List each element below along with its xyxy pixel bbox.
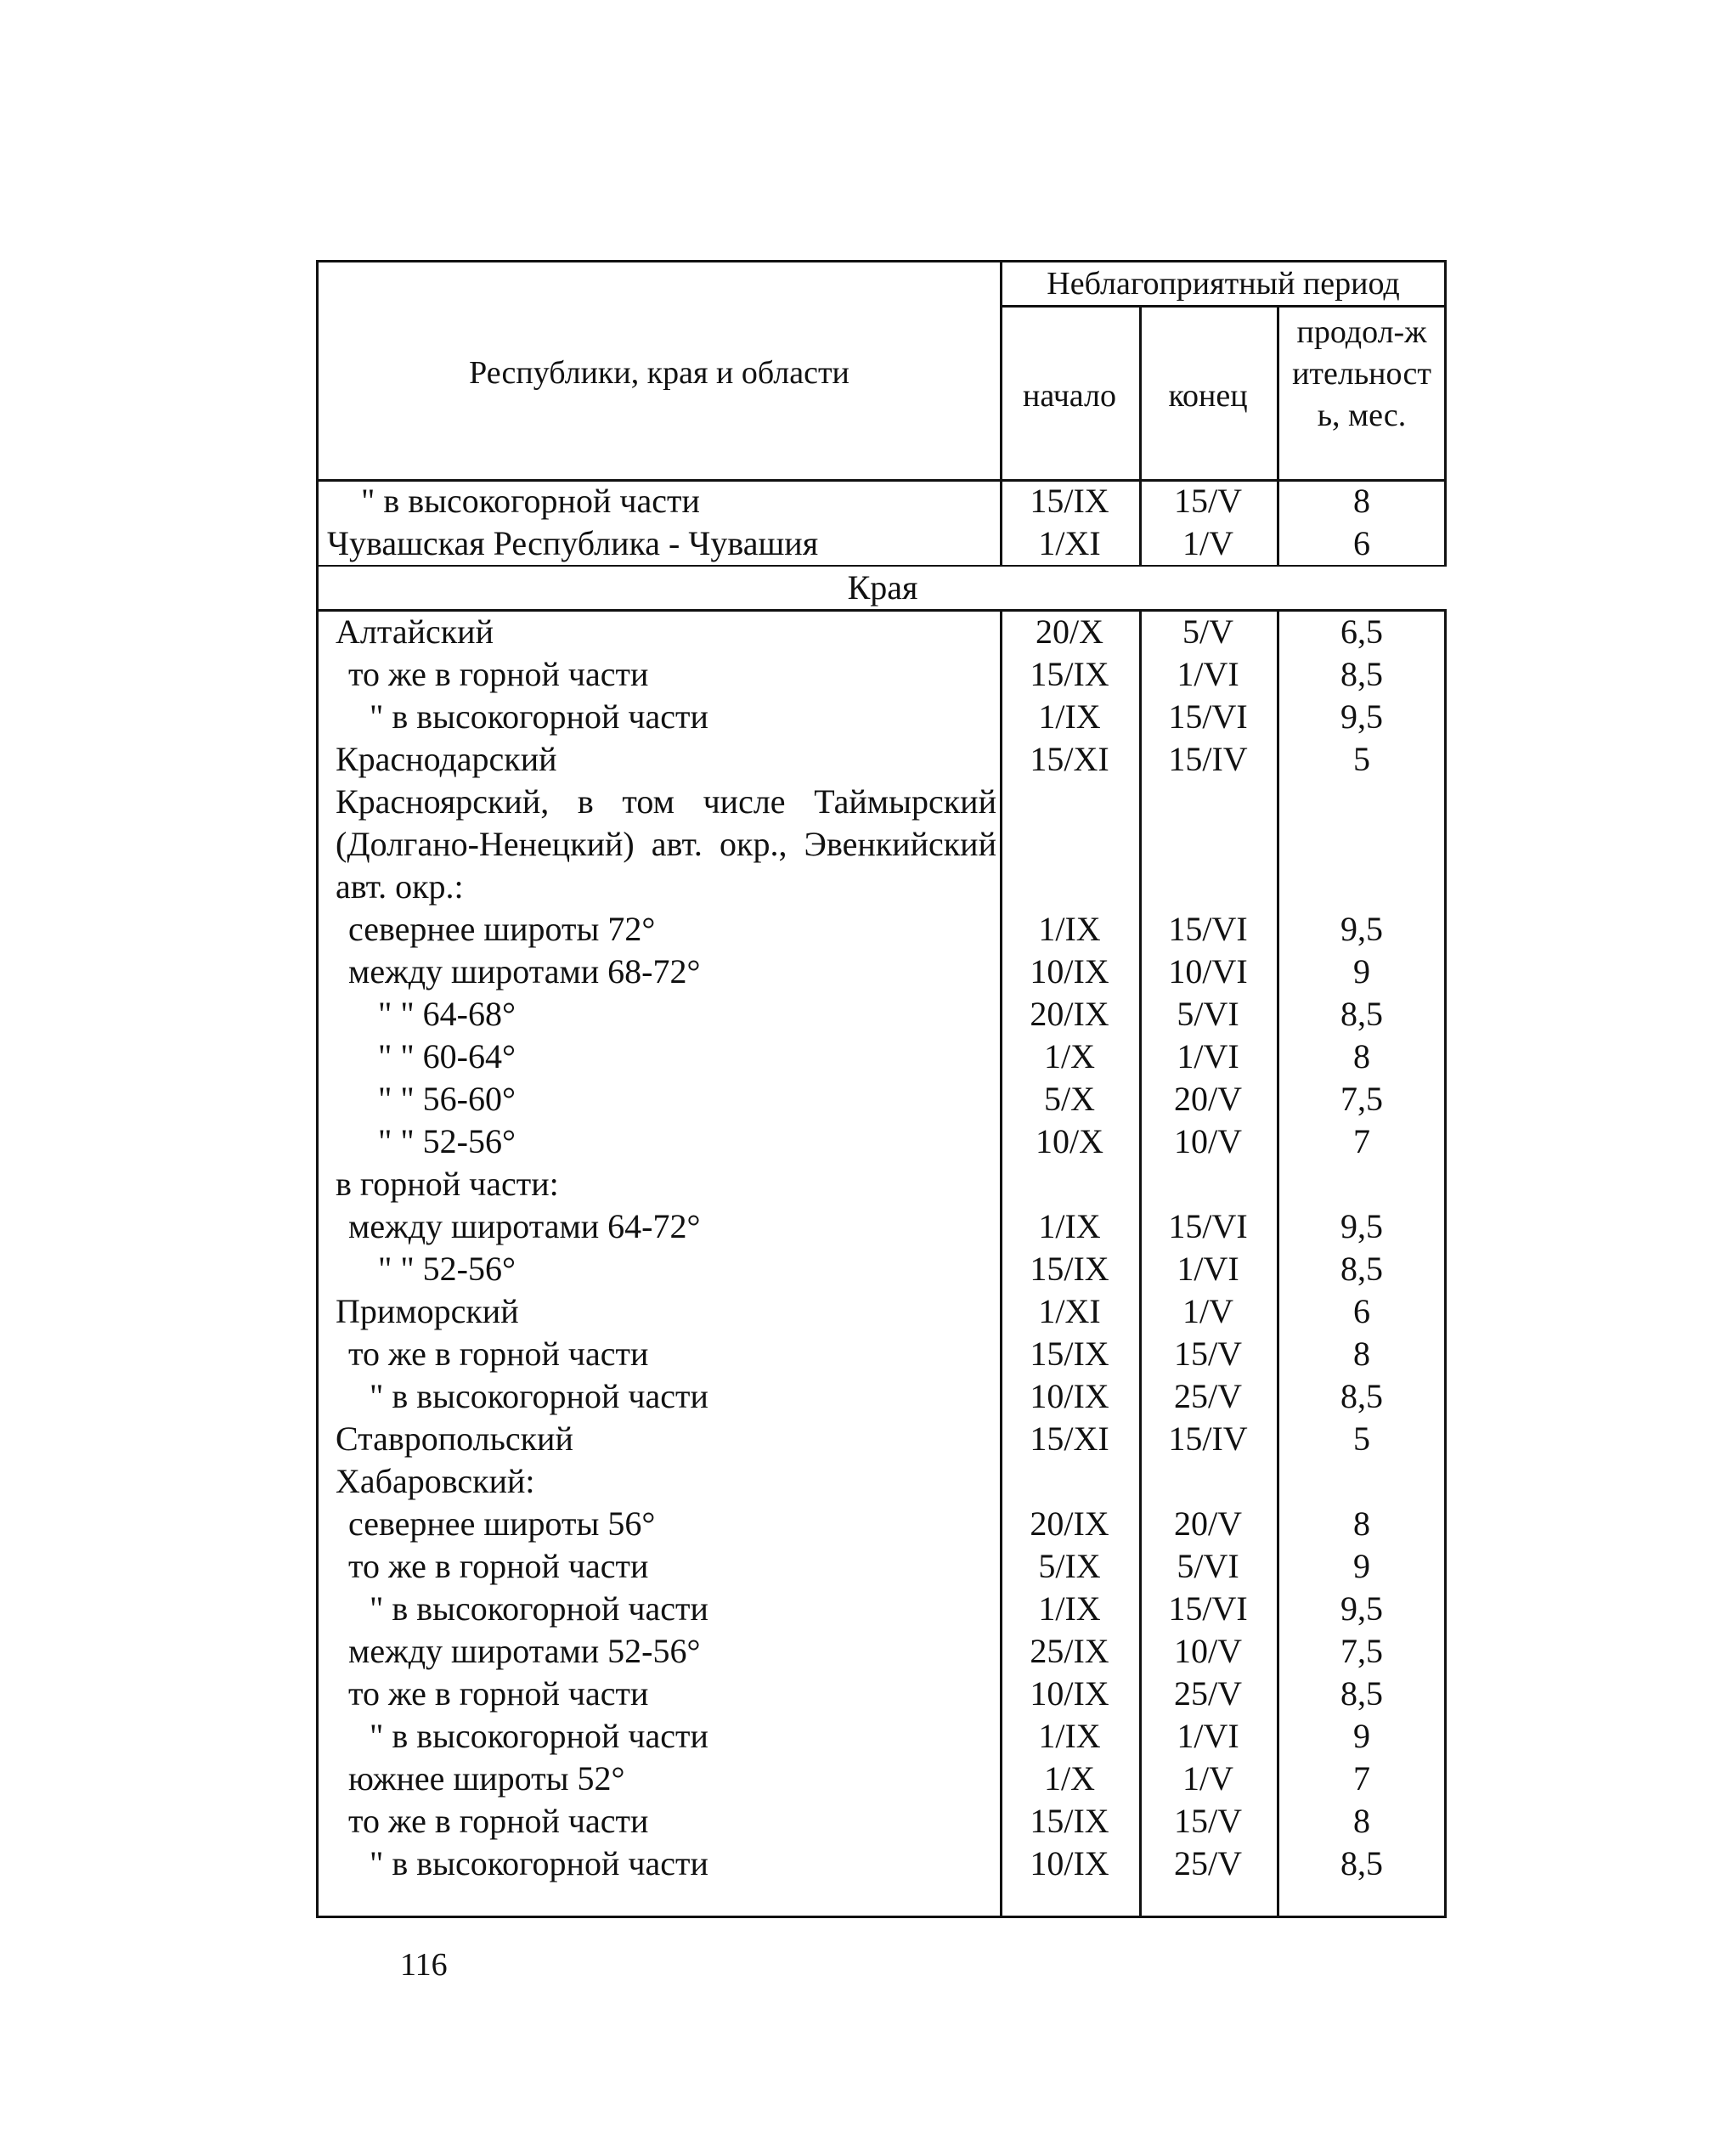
row-start-cell: 15/XI xyxy=(1030,1419,1109,1458)
row-start-cell: 1/XI xyxy=(1038,1292,1101,1330)
row-end-cell: 15/VI xyxy=(1168,1207,1248,1245)
row-end-cell: 15/IV xyxy=(1168,1419,1248,1458)
row-label: в горной части: xyxy=(336,1165,559,1203)
row-start-cell: 15/IX xyxy=(1030,1802,1109,1840)
row-end-cell: 15/V xyxy=(1174,1802,1242,1840)
row-start-cell: 1/X xyxy=(1044,1037,1095,1075)
row-label: южнее широты 52° xyxy=(348,1759,625,1798)
row-label: севернее широты 72° xyxy=(348,910,656,948)
row-label: " " 64-68° xyxy=(378,995,516,1033)
row-label: то же в горной части xyxy=(348,655,649,693)
row-duration-cell: 9 xyxy=(1353,1547,1370,1585)
header-group-underline xyxy=(1000,305,1447,308)
row-end-cell: 1/VI xyxy=(1177,1250,1239,1288)
row-label: то же в горной части xyxy=(348,1674,649,1713)
row-label: " " 52-56° xyxy=(378,1122,516,1160)
header-duration-column: продол-жительность, мес. xyxy=(1292,314,1431,433)
row-duration-cell: 8 xyxy=(1353,482,1370,520)
row-duration-cell: 7 xyxy=(1353,1759,1370,1798)
row-start-cell: 20/X xyxy=(1036,612,1103,651)
data-table xyxy=(316,260,1447,1918)
row-start-cell: 10/IX xyxy=(1030,1844,1109,1882)
row-end-cell: 15/VI xyxy=(1168,697,1248,736)
row-label: " в высокогорной части xyxy=(370,697,708,736)
row-label: то же в горной части xyxy=(348,1802,649,1840)
row-end-cell: 15/VI xyxy=(1168,1589,1248,1628)
row-duration-cell: 9 xyxy=(1353,952,1370,991)
row-label: между широтами 52-56° xyxy=(348,1632,701,1670)
page-number: 116 xyxy=(400,1947,448,1983)
row-start-cell: 1/IX xyxy=(1038,1717,1101,1755)
row-start-cell: 10/IX xyxy=(1030,952,1109,991)
header-start-column: начало xyxy=(1023,378,1116,414)
header-end-column: конец xyxy=(1168,378,1248,414)
row-duration-cell: 8,5 xyxy=(1340,1377,1383,1415)
row-start-cell: 1/IX xyxy=(1038,697,1101,736)
row-label: между широтами 68-72° xyxy=(348,952,701,991)
row-start-cell: 15/IX xyxy=(1030,655,1109,693)
row-duration-cell: 7,5 xyxy=(1340,1632,1383,1670)
row-duration-cell: 8 xyxy=(1353,1335,1370,1373)
row-duration-cell: 5 xyxy=(1353,1419,1370,1458)
row-end-cell: 1/VI xyxy=(1177,1037,1239,1075)
row-duration-cell: 8,5 xyxy=(1340,1674,1383,1713)
row-end-cell: 1/VI xyxy=(1177,1717,1239,1755)
header-group-title: Неблагоприятный период xyxy=(1047,266,1400,302)
row-duration-cell: 8,5 xyxy=(1340,655,1383,693)
row-start-cell: 1/IX xyxy=(1038,910,1101,948)
row-label: " " 52-56° xyxy=(378,1250,516,1288)
row-label: между широтами 64-72° xyxy=(348,1207,701,1245)
row-label: " в высокогорной части xyxy=(370,1717,708,1755)
row-label: " " 60-64° xyxy=(378,1037,516,1075)
row-start-cell: 15/IX xyxy=(1030,1250,1109,1288)
row-duration-cell: 9,5 xyxy=(1340,910,1383,948)
row-end-cell: 10/VI xyxy=(1168,952,1248,991)
row-label: Красноярский, в том числе Таймырский (Долгано-Ненецкий) авт. окр., Эвенкийский авт. окр.: xyxy=(336,782,996,906)
row-start-cell: 1/XI xyxy=(1038,524,1101,562)
row-start-cell: 10/IX xyxy=(1030,1377,1109,1415)
row-start-cell: 20/IX xyxy=(1030,995,1109,1033)
header-region-column: Республики, края и области xyxy=(469,355,849,391)
row-duration-cell: 8 xyxy=(1353,1504,1370,1543)
row-label: то же в горной части xyxy=(348,1335,649,1373)
row-end-cell: 15/VI xyxy=(1168,910,1248,948)
row-label: Ставропольский xyxy=(336,1419,573,1458)
row-duration-cell: 7 xyxy=(1353,1122,1370,1160)
row-start-cell: 1/IX xyxy=(1038,1589,1101,1628)
row-duration-cell: 8,5 xyxy=(1340,1250,1383,1288)
row-duration-cell: 7,5 xyxy=(1340,1080,1383,1118)
row-end-cell: 1/V xyxy=(1182,524,1233,562)
row-label: " в высокогорной части xyxy=(370,1589,708,1628)
row-end-cell: 25/V xyxy=(1174,1377,1242,1415)
row-duration-cell: 6,5 xyxy=(1340,612,1383,651)
row-start-cell: 15/XI xyxy=(1030,740,1109,778)
row-label: Хабаровский: xyxy=(336,1462,535,1500)
row-start-cell: 5/X xyxy=(1044,1080,1095,1118)
row-duration-cell: 6 xyxy=(1353,1292,1370,1330)
row-end-cell: 5/V xyxy=(1182,612,1233,651)
row-duration-cell: 8,5 xyxy=(1340,1844,1383,1882)
row-label: Приморский xyxy=(336,1292,519,1330)
row-label: " в высокогорной части xyxy=(370,1377,708,1415)
row-end-cell: 15/IV xyxy=(1168,740,1248,778)
row-end-cell: 10/V xyxy=(1174,1122,1242,1160)
row-duration-cell: 9 xyxy=(1353,1717,1370,1755)
row-label: то же в горной части xyxy=(348,1547,649,1585)
row-start-cell: 10/IX xyxy=(1030,1674,1109,1713)
section-title: Края xyxy=(319,567,1447,609)
row-start-cell: 5/IX xyxy=(1038,1547,1101,1585)
row-duration-cell: 9,5 xyxy=(1340,1207,1383,1245)
row-duration-cell: 5 xyxy=(1353,740,1370,778)
row-label: " в высокогорной части xyxy=(361,482,700,520)
row-label: " " 56-60° xyxy=(378,1080,516,1118)
row-start-cell: 20/IX xyxy=(1030,1504,1109,1543)
row-duration-cell: 8,5 xyxy=(1340,995,1383,1033)
row-duration-cell: 9,5 xyxy=(1340,697,1383,736)
row-start-cell: 25/IX xyxy=(1030,1632,1109,1670)
row-start-cell: 1/IX xyxy=(1038,1207,1101,1245)
row-label: Алтайский xyxy=(336,612,494,651)
row-duration-cell: 6 xyxy=(1353,524,1370,562)
row-duration-cell: 9,5 xyxy=(1340,1589,1383,1628)
row-end-cell: 5/VI xyxy=(1177,995,1239,1033)
row-label: Чувашская Республика - Чувашия xyxy=(327,524,819,562)
row-end-cell: 15/V xyxy=(1174,482,1242,520)
row-end-cell: 1/V xyxy=(1182,1759,1233,1798)
row-end-cell: 5/VI xyxy=(1177,1547,1239,1585)
row-end-cell: 20/V xyxy=(1174,1504,1242,1543)
row-start-cell: 15/IX xyxy=(1030,1335,1109,1373)
row-start-cell: 1/X xyxy=(1044,1759,1095,1798)
row-end-cell: 25/V xyxy=(1174,1844,1242,1882)
row-start-cell: 10/X xyxy=(1036,1122,1103,1160)
row-end-cell: 20/V xyxy=(1174,1080,1242,1118)
row-label: Краснодарский xyxy=(336,740,557,778)
row-end-cell: 1/V xyxy=(1182,1292,1233,1330)
row-end-cell: 10/V xyxy=(1174,1632,1242,1670)
row-label: севернее широты 56° xyxy=(348,1504,656,1543)
row-duration-cell: 8 xyxy=(1353,1037,1370,1075)
row-end-cell: 1/VI xyxy=(1177,655,1239,693)
row-end-cell: 15/V xyxy=(1174,1335,1242,1373)
row-duration-cell: 8 xyxy=(1353,1802,1370,1840)
row-start-cell: 15/IX xyxy=(1030,482,1109,520)
row-end-cell: 25/V xyxy=(1174,1674,1242,1713)
row-label: " в высокогорной части xyxy=(370,1844,708,1882)
